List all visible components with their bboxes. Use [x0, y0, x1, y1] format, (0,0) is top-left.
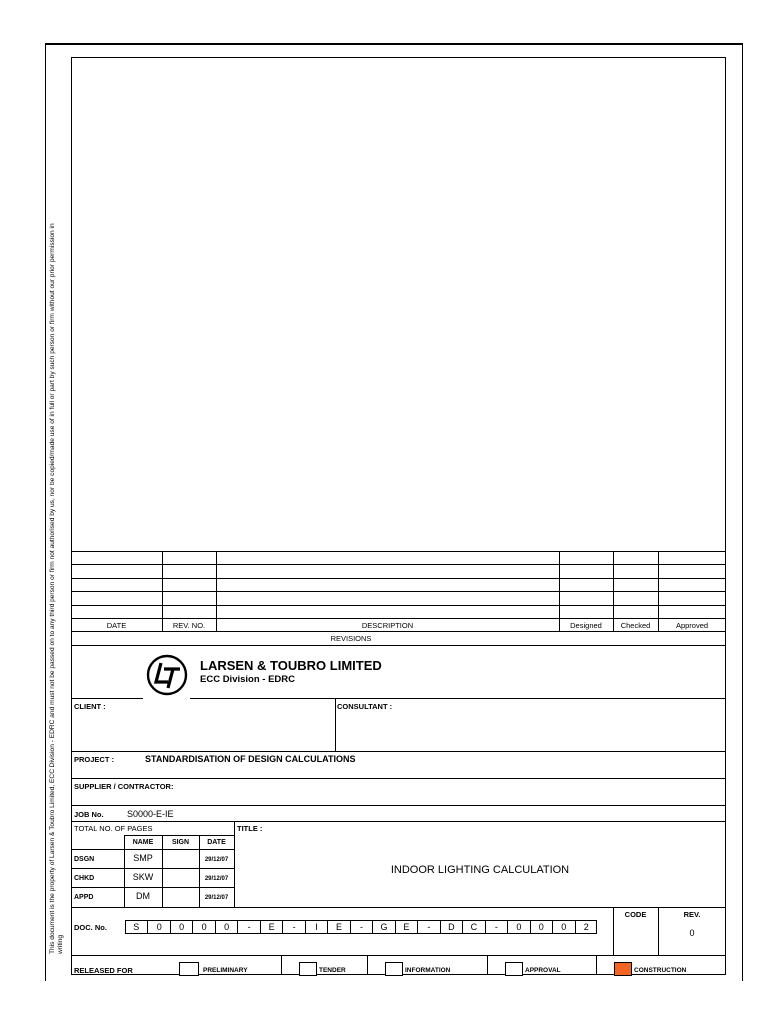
doc-char: 0 — [170, 920, 192, 934]
doc-char: 0 — [147, 920, 169, 934]
doc-char: I — [305, 920, 327, 934]
checkbox-tender[interactable] — [299, 962, 317, 976]
signoff-date-dsgn: 29/12/07 — [204, 857, 229, 863]
code-label: CODE — [624, 910, 647, 919]
consultant-label: CONSULTANT : — [337, 702, 393, 711]
job-label: JOB No. — [74, 810, 104, 819]
signoff-date-appd: 29/12/07 — [204, 895, 229, 901]
supplier-label: SUPPLIER / CONTRACTOR: — [74, 782, 174, 791]
client-label: CLIENT : — [74, 702, 106, 711]
doc-label: DOC. No. — [74, 923, 107, 932]
signoff-name-appd: DM — [136, 891, 150, 901]
doc-char: 0 — [192, 920, 214, 934]
signoff-role-appd: APPD — [74, 894, 94, 901]
rev-header-designed: Designed — [570, 621, 602, 630]
doc-char: D — [440, 920, 462, 934]
signoff-date-chkd: 29/12/07 — [204, 876, 229, 882]
doc-char: E — [395, 920, 417, 934]
doc-char: C — [462, 920, 484, 934]
signoff-name-chkd: SKW — [132, 872, 154, 882]
doc-char: 2 — [575, 920, 597, 934]
rev-header-date: DATE — [106, 621, 127, 630]
checkbox-information[interactable] — [385, 962, 403, 976]
released-for-label: RELEASED FOR — [74, 966, 133, 975]
project-value: STANDARDISATION OF DESIGN CALCULATIONS — [145, 754, 356, 764]
doc-char: 0 — [215, 920, 237, 934]
checkbox-approval[interactable] — [505, 962, 523, 976]
property-notice-line2: writing — [57, 934, 64, 954]
revisions-caption: REVISIONS — [330, 634, 372, 643]
project-label: PROJECT : — [74, 755, 115, 764]
doc-char: E — [260, 920, 282, 934]
doc-char: G — [372, 920, 394, 934]
doc-char: - — [417, 920, 439, 934]
option-tender: TENDER — [319, 967, 346, 974]
rev-header-checked: Checked — [620, 621, 651, 630]
signoff-header-date: DATE — [207, 839, 226, 846]
company-logo — [146, 654, 188, 696]
property-notice — [49, 74, 65, 954]
checkbox-construction[interactable] — [614, 962, 632, 976]
company-name: LARSEN & TOUBRO LIMITED — [200, 658, 382, 673]
checkbox-preliminary[interactable] — [179, 962, 199, 976]
job-value: S0000-E-IE — [127, 809, 174, 819]
doc-char: - — [282, 920, 304, 934]
title-value: INDOOR LIGHTING CALCULATION — [390, 864, 570, 876]
signoff-header-sign: SIGN — [171, 839, 190, 846]
rev-header-revno: REV. NO. — [172, 621, 206, 630]
option-construction: CONSTRUCTION — [634, 967, 687, 974]
rev-value: 0 — [689, 928, 695, 938]
doc-char: 0 — [507, 920, 529, 934]
rev-header-description: DESCRIPTION — [361, 621, 414, 630]
option-approval: APPROVAL — [525, 967, 561, 974]
property-notice-line1: This document is the property of Larsen & Toubro Limited, ECC Division - EDRC and must not be passed on to any third person or firm not authorised by us, nor be copied/made use of in full or part by such person or firm without our prior permission in — [49, 223, 56, 954]
lt-logo-icon — [146, 654, 188, 696]
rev-label: REV. — [683, 910, 701, 919]
option-information: INFORMATION — [405, 967, 451, 974]
rev-header-approved: Approved — [675, 621, 709, 630]
total-pages-label: TOTAL NO. OF PAGES — [74, 824, 153, 833]
doc-char: - — [485, 920, 507, 934]
doc-char: - — [350, 920, 372, 934]
doc-char: 0 — [552, 920, 574, 934]
doc-char: E — [327, 920, 349, 934]
signoff-name-dsgn: SMP — [133, 853, 153, 863]
company-division: ECC Division - EDRC — [200, 674, 296, 685]
signoff-header-name: NAME — [132, 839, 154, 846]
option-preliminary: PRELIMINARY — [203, 967, 248, 974]
signoff-role-chkd: CHKD — [74, 875, 95, 882]
title-label: TITLE : — [237, 824, 263, 833]
signoff-role-dsgn: DSGN — [74, 856, 95, 863]
doc-char: S — [133, 922, 140, 932]
doc-char: 0 — [530, 920, 552, 934]
doc-char: - — [237, 920, 259, 934]
